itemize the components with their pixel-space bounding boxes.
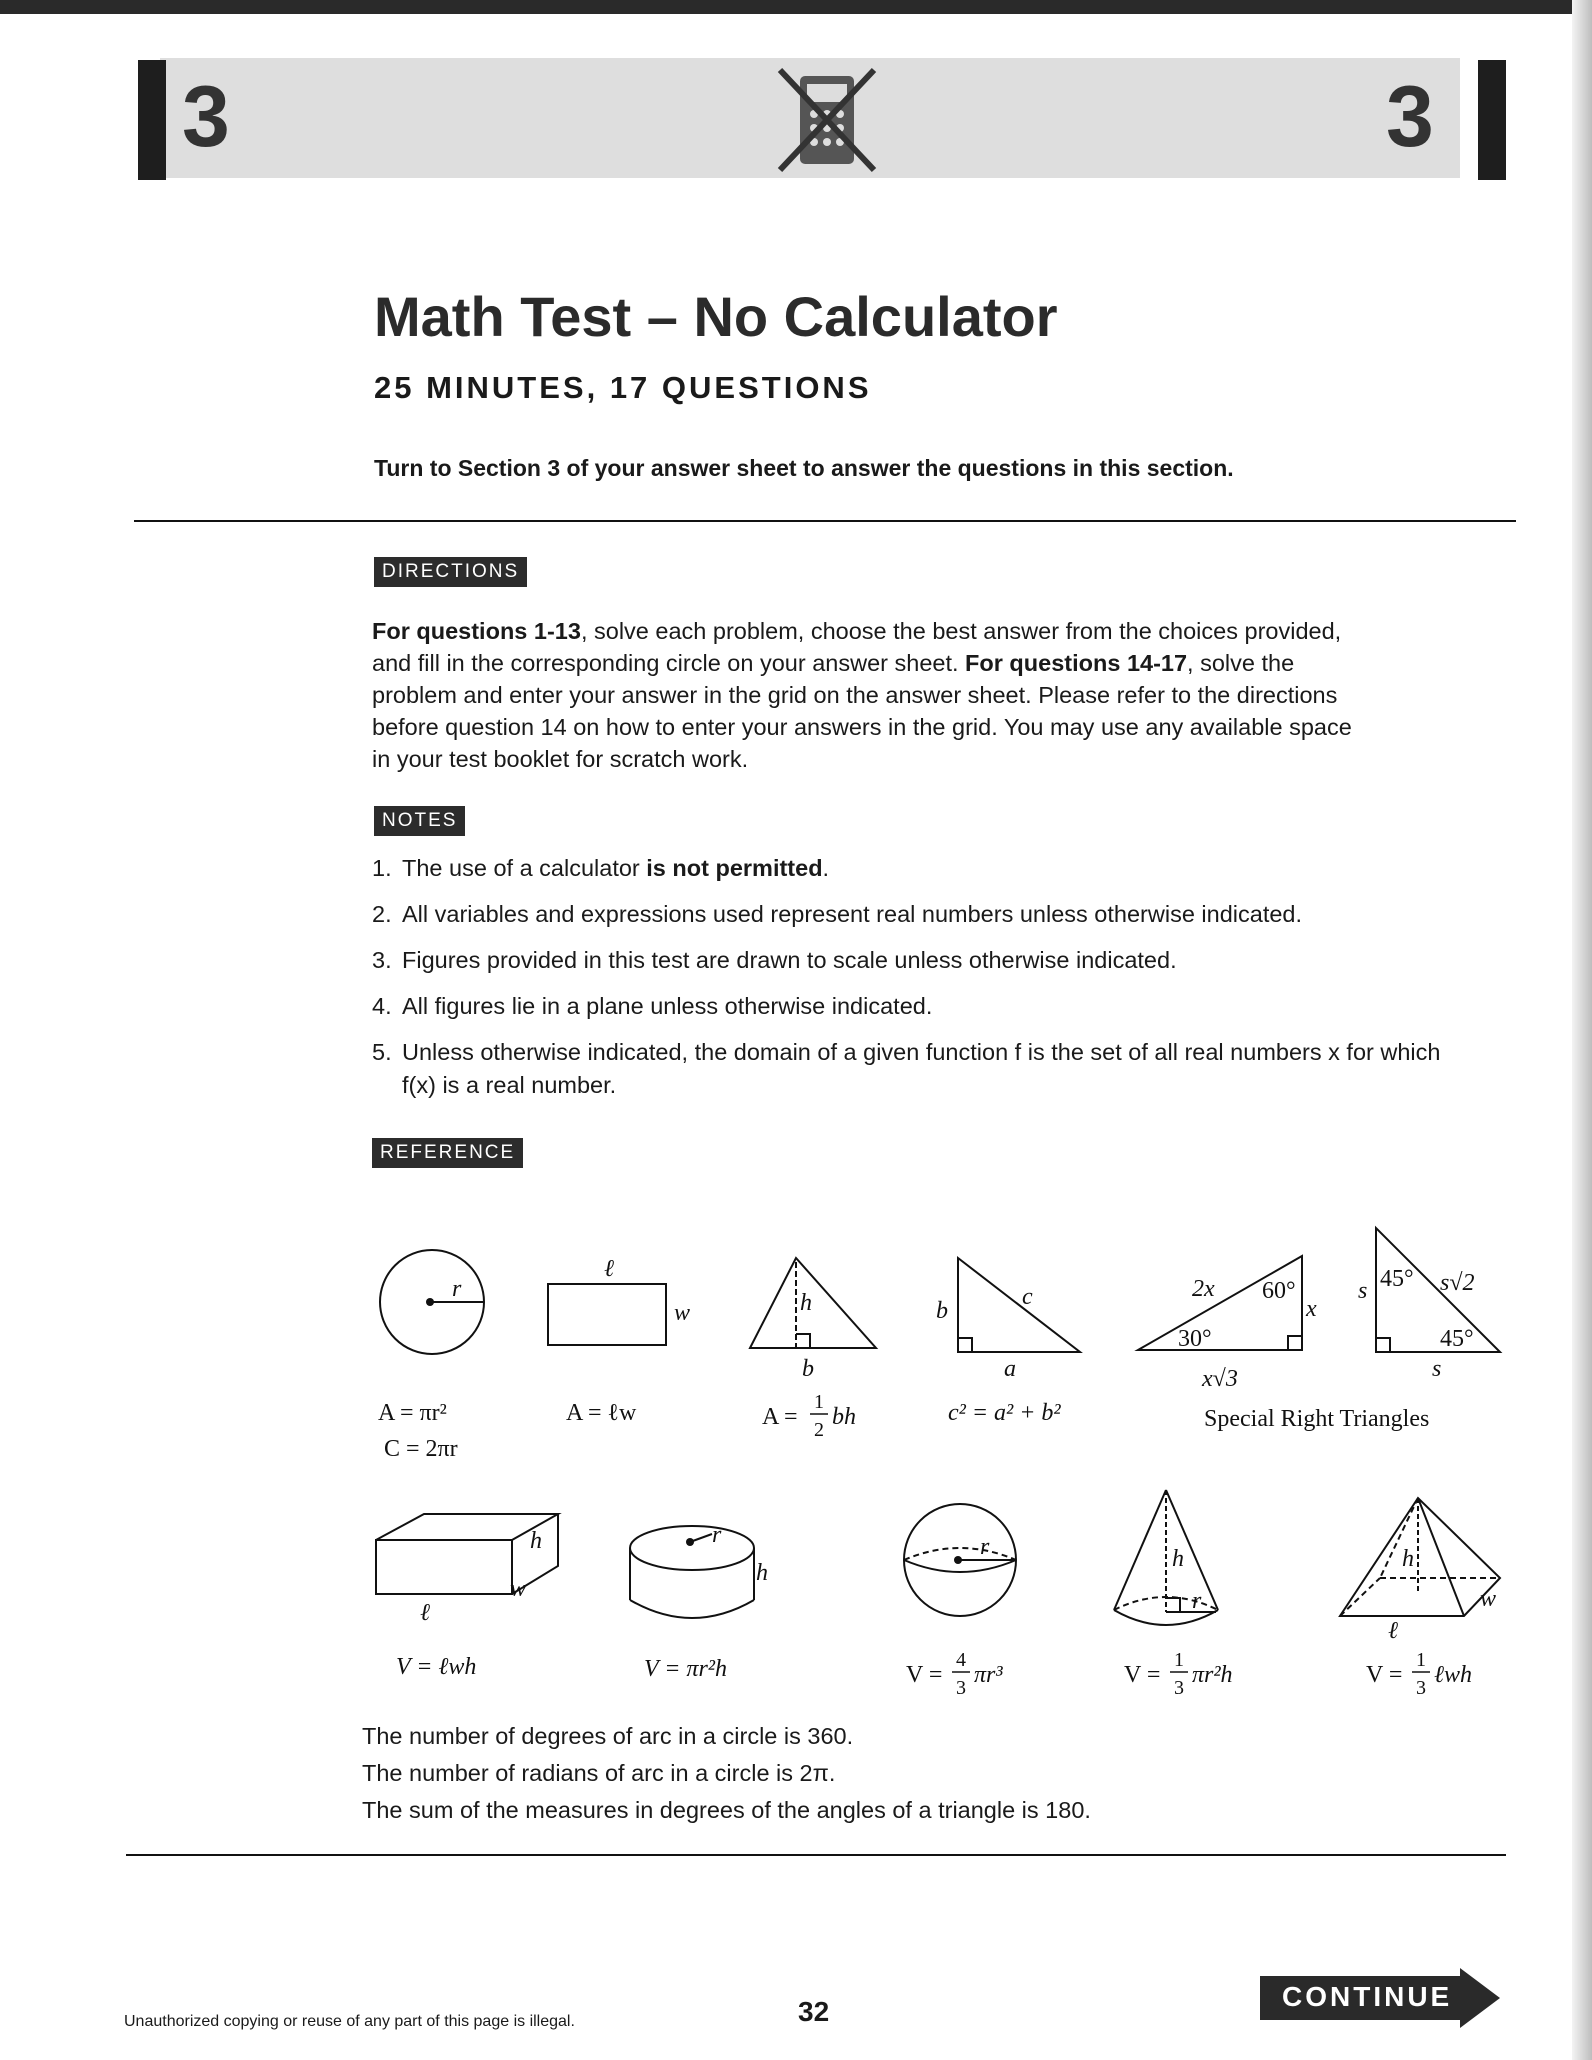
reference-facts [362, 1718, 1091, 1829]
cone-volume-lhs: V = [1124, 1662, 1161, 1688]
special45-hyp-label: s√2 [1440, 1270, 1475, 1296]
copyright-notice: Unauthorized copying or reuse of any part of this page is illegal. [124, 2013, 575, 2030]
circle-r-label: r [452, 1276, 462, 1302]
cylinder-center-dot [686, 1538, 694, 1546]
note-number: 5. [372, 1039, 392, 1065]
sphere-center-dot [954, 1556, 962, 1564]
special45-s-left-label: s [1358, 1278, 1368, 1304]
special45-bottom-angle: 45° [1440, 1326, 1474, 1352]
note-text: The use of a calculator [402, 855, 647, 881]
pyramid-figure [1340, 1498, 1500, 1616]
pyramid-w-label: w [1480, 1586, 1497, 1612]
pythagorean-formula: c² = a² + b² [948, 1400, 1061, 1426]
sphere-volume-num: 4 [956, 1649, 966, 1671]
right-triangle-a-label: a [1004, 1356, 1016, 1382]
cylinder-h-label: h [756, 1560, 768, 1586]
pyramid-volume-num: 1 [1416, 1649, 1426, 1671]
page-subtitle: 25 MINUTES, 17 QUESTIONS [374, 370, 872, 405]
answer-sheet-instruction: Turn to Section 3 of your answer sheet to answer the questions in this section. [374, 455, 1234, 481]
continue-button[interactable] [1260, 1968, 1500, 2028]
cone-h-label: h [1172, 1546, 1184, 1572]
rectangle-figure [548, 1284, 666, 1345]
note-number: 2. [372, 901, 392, 927]
special-right-triangles-caption: Special Right Triangles [1204, 1406, 1430, 1432]
special-x-label: x [1306, 1296, 1317, 1322]
reference-label: REFERENCE [372, 1138, 523, 1168]
note-text: Unless otherwise indicated, the domain of a given function f is the set of all real numbers x for which f(x) is a real number. [402, 1039, 1441, 1098]
sphere-r-label: r [980, 1534, 990, 1560]
section-number-right: 3 [1386, 69, 1434, 165]
directions-label: DIRECTIONS [374, 557, 527, 587]
sphere-volume-den: 3 [956, 1677, 966, 1699]
divider-bottom [126, 1854, 1506, 1856]
right-triangle-b-label: b [936, 1298, 948, 1324]
cone-volume-num: 1 [1174, 1649, 1184, 1671]
note-number: 3. [372, 947, 392, 973]
special-30-label: 30° [1178, 1326, 1212, 1352]
triangle-area-rhs: bh [832, 1404, 856, 1430]
notes-label: NOTES [374, 806, 465, 836]
fact-degrees: The number of degrees of arc in a circle is 360. [362, 1723, 854, 1749]
page-number: 32 [798, 1996, 830, 2027]
box-h-label: h [530, 1528, 542, 1554]
pyramid-h-label: h [1402, 1546, 1414, 1572]
pyramid-volume-rhs: ℓwh [1434, 1662, 1473, 1688]
directions-q2-bold: For questions 14-17 [965, 650, 1188, 676]
note-tail: . [822, 855, 830, 881]
special45-top-angle: 45° [1380, 1266, 1414, 1292]
rectangle-w-label: w [674, 1300, 691, 1326]
box-figure [376, 1514, 558, 1594]
right-triangle-c-label: c [1022, 1284, 1033, 1310]
triangle-h-label: h [800, 1290, 812, 1316]
triangle-area-lhs: A = [762, 1404, 798, 1430]
cone-figure [1114, 1490, 1218, 1625]
special-60-label: 60° [1262, 1278, 1296, 1304]
continue-label: CONTINUE [1282, 1981, 1453, 2012]
note-text: Figures provided in this test are drawn to scale unless otherwise indicated. [402, 947, 1177, 973]
special45-s-bottom-label: s [1432, 1356, 1442, 1382]
triangle-b-label: b [802, 1356, 814, 1382]
fact-triangle-sum: The sum of the measures in degrees of the angles of a triangle is 180. [362, 1797, 1091, 1823]
cylinder-volume-formula: V = πr²h [644, 1656, 727, 1682]
fact-radians: The number of radians of arc in a circle is 2π. [362, 1760, 836, 1786]
triangle-figure [750, 1258, 876, 1348]
section-number-left: 3 [182, 69, 230, 165]
cylinder-r-label: r [712, 1522, 722, 1548]
page-title: Math Test – No Calculator [374, 285, 1058, 348]
pyramid-l-label: ℓ [1388, 1618, 1398, 1644]
special-base-label: x√3 [1202, 1366, 1238, 1392]
right-triangle-figure [958, 1258, 1080, 1352]
note-number: 4. [372, 993, 392, 1019]
pyramid-volume-lhs: V = [1366, 1662, 1403, 1688]
rectangle-area-formula: A = ℓw [566, 1400, 637, 1426]
directions-q1-text: , solve each problem, choose the best answer from the choices provided, and fill in the corresponding circle on your answer sheet. [372, 618, 1342, 676]
sphere-volume-lhs: V = [906, 1662, 943, 1688]
cone-volume-rhs: πr²h [1192, 1662, 1233, 1688]
box-volume-formula: V = ℓwh [396, 1654, 477, 1680]
circle-circumference-formula: C = 2πr [384, 1436, 458, 1462]
directions-q2-text: , solve the problem and enter your answer in the grid on the answer sheet. Please refer to the directions before question 14 on how to enter your answers in the grid. You may use any available space in your test booklet for scratch work. [372, 650, 1352, 772]
special-hyp-label: 2x [1192, 1276, 1215, 1302]
box-l-label: ℓ [420, 1600, 430, 1626]
note-text: All variables and expressions used represent real numbers unless otherwise indicated. [402, 901, 1303, 927]
cone-volume-den: 3 [1174, 1677, 1184, 1699]
sphere-volume-rhs: πr³ [974, 1662, 1003, 1688]
pyramid-volume-den: 3 [1416, 1677, 1426, 1699]
directions-q1-bold: For questions 1-13 [372, 618, 581, 644]
triangle-area-num: 1 [814, 1391, 824, 1413]
triangle-area-den: 2 [814, 1419, 824, 1441]
note-number: 1. [372, 855, 392, 881]
box-w-label: w [510, 1576, 527, 1602]
note-text: All figures lie in a plane unless otherwise indicated. [402, 993, 933, 1019]
circle-center-dot [426, 1298, 434, 1306]
cone-r-label: r [1192, 1588, 1202, 1614]
note-bold: is not permitted [646, 855, 823, 881]
circle-area-formula: A = πr² [378, 1400, 447, 1426]
rectangle-l-label: ℓ [604, 1256, 614, 1282]
